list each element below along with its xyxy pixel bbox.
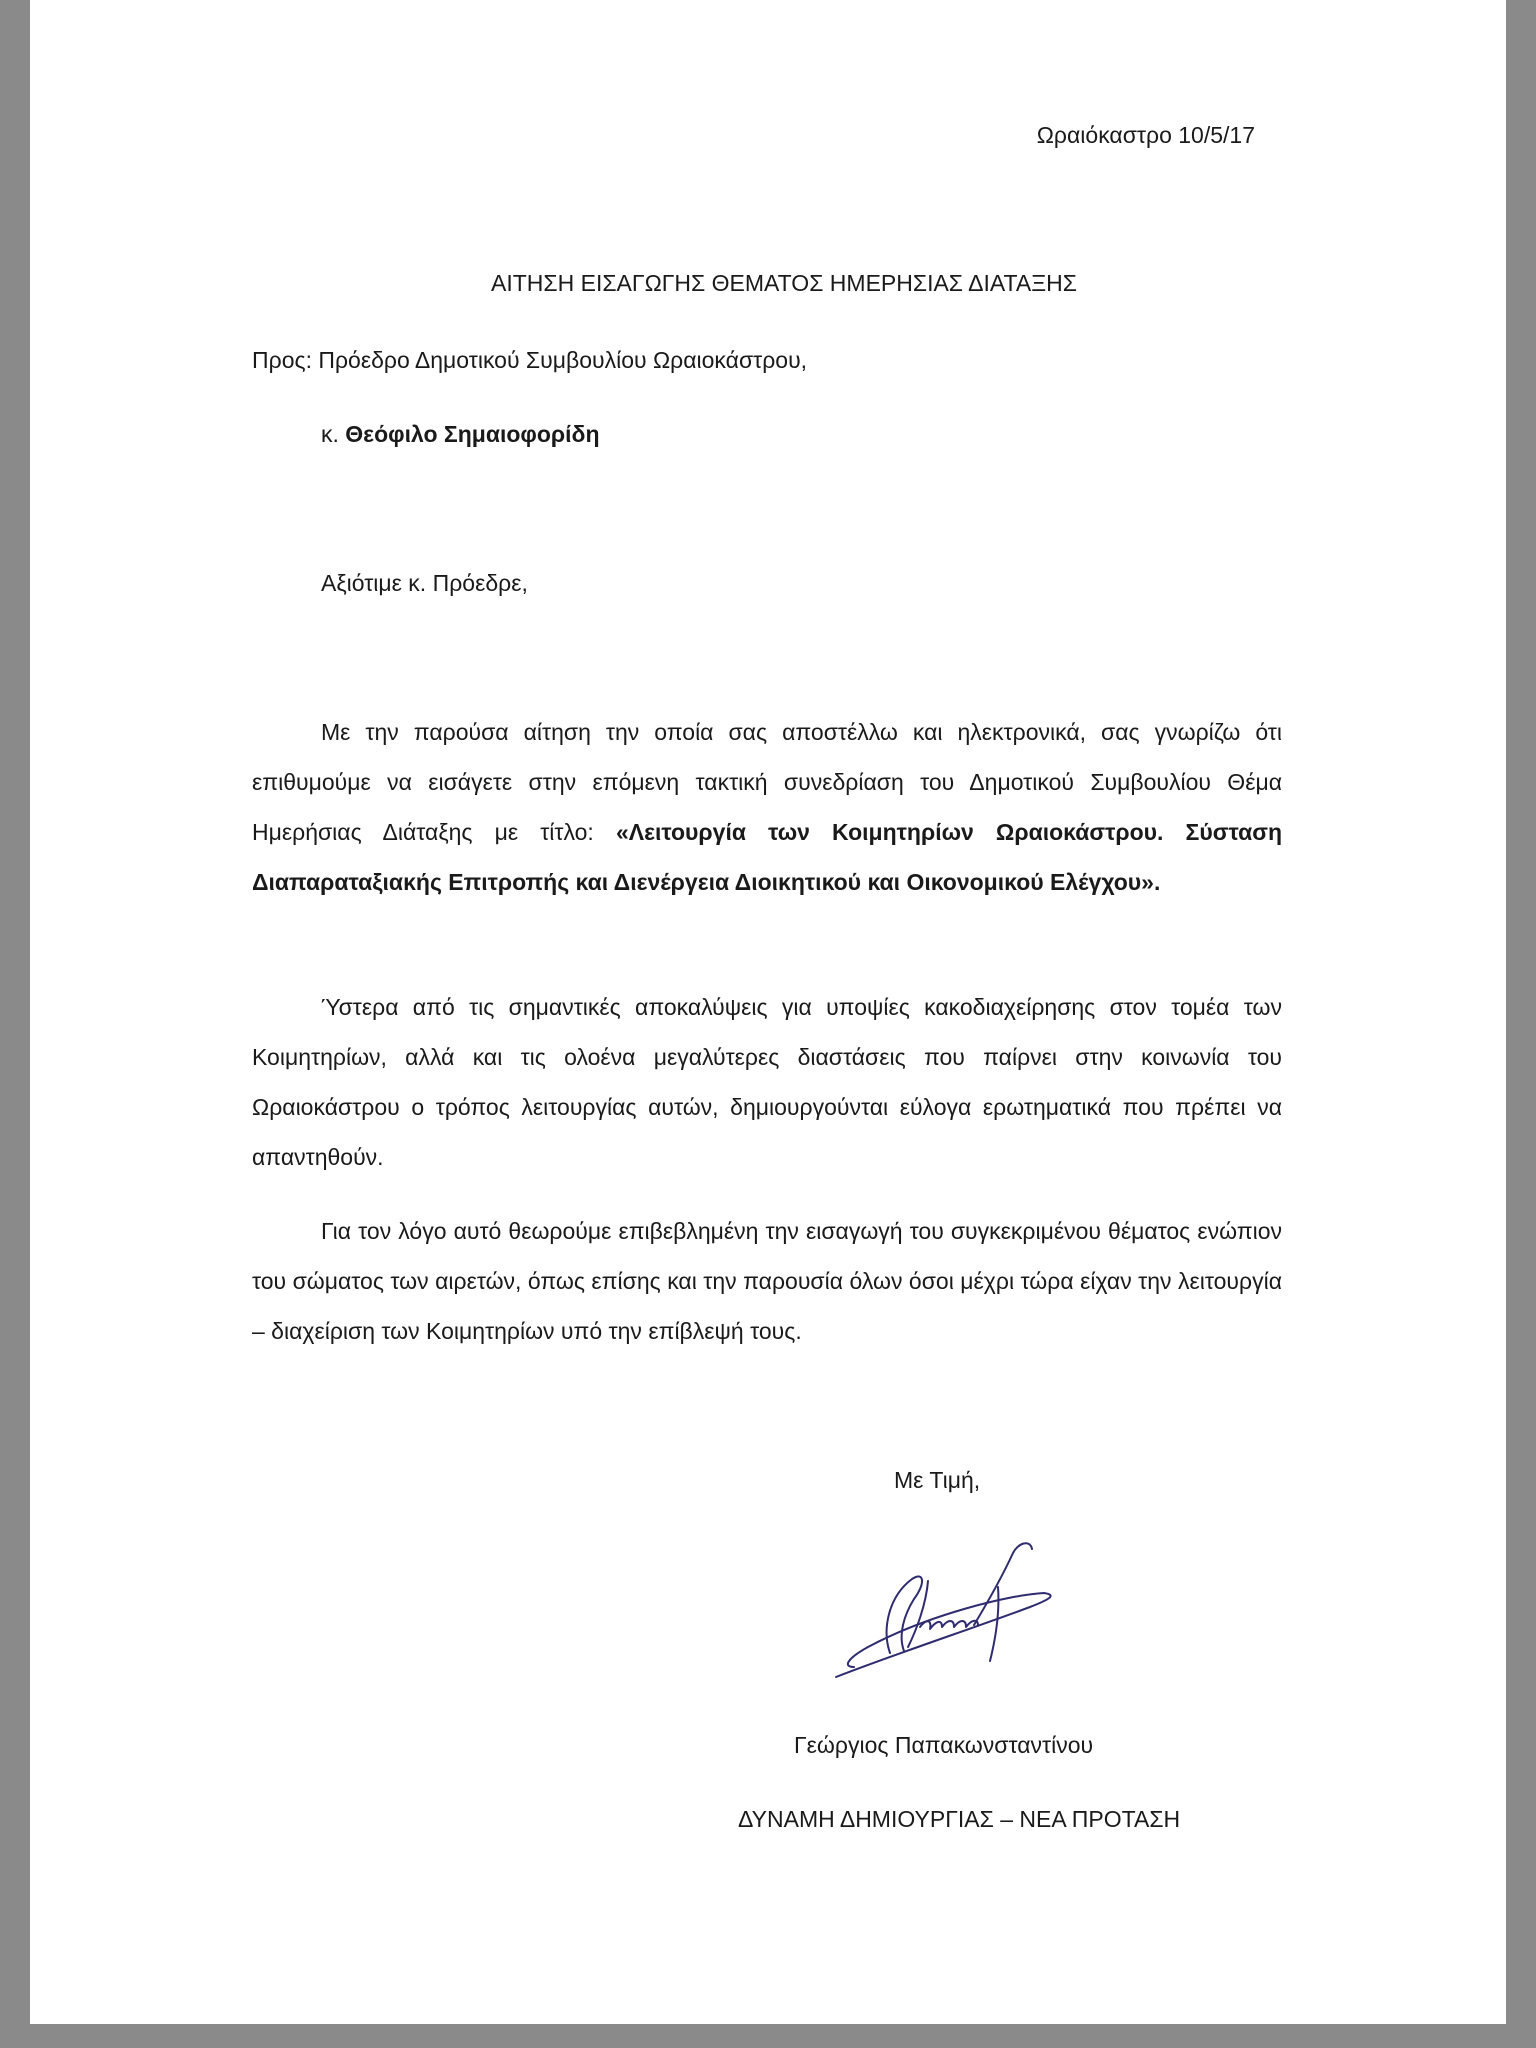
recipient-name: Θεόφιλο Σημαιοφορίδη — [345, 421, 600, 447]
recipient-name-line — [321, 420, 600, 448]
signer-name: Γεώργιος Παπακωνσταντίνου — [794, 1732, 1094, 1758]
paragraph-conclusion: Για τον λόγο αυτό θεωρούμε επιβεβλημένη την εισαγωγή του συγκεκριμένου θέματος ενώπιον του σώματος των αιρετών, όπως επίσης και την παρουσία όλων όσοι μέχρι τώρα είχαν την λειτουργία – διαχείριση των Κοιμητηρίων υπό την επίβλεψή τους. — [252, 1218, 1282, 1344]
paragraph-reason: Ύστερα από τις σημαντικές αποκαλύψεις για υποψίες κακοδιαχείρησης στον τομέα των Κοιμητηρίων, αλλά και τις ολοένα μεγαλύτερες διαστάσεις που παίρνει στην κοινωνία του Ωραιοκάστρου ο τρόπος λειτουργίας αυτών, δημιουργούνται εύλογα ερωτηματικά που πρέπει να απαντηθούν. — [252, 994, 1282, 1170]
document-title: ΑΙΤΗΣΗ ΕΙΣΑΓΩΓΗΣ ΘΕΜΑΤΟΣ ΗΜΕΡΗΣΙΑΣ ΔΙΑΤΑΞΗΣ — [491, 270, 1077, 296]
recipient-prefix: κ. — [321, 421, 346, 447]
signature-image — [808, 1535, 1108, 1690]
agenda-subject: «Λειτουργία των Κοιμητηρίων Ωραιοκάστρου. Σύσταση Διαπαραταξιακής Επιτροπής και Διενέργεια Διοικητικού και Οικονομικού Ελέγχου». — [252, 819, 1282, 895]
salutation: Αξιότιμε κ. Πρόεδρε, — [321, 570, 528, 596]
paragraph-request-text: Με την παρούσα αίτηση την οποία σας αποστέλλω και ηλεκτρονικά, σας γνωρίζω ότι επιθυμούμε να εισάγετε στην επόμενη τακτική συνεδρίαση του Δημοτικού Συμβουλίου Θέμα Ημερήσιας Διάταξης με τίτλο: — [252, 719, 1282, 845]
letter-page — [30, 0, 1506, 2024]
recipient-line: Προς: Πρόεδρο Δημοτικού Συμβουλίου Ωραιοκάστρου, — [252, 347, 808, 373]
paragraph-request — [252, 707, 1282, 907]
party-name: ΔΥΝΑΜΗ ΔΗΜΙΟΥΡΓΙΑΣ – ΝΕΑ ΠΡΟΤΑΣΗ — [738, 1806, 1181, 1832]
closing: Με Τιμή, — [894, 1467, 981, 1493]
date-line: Ωραιόκαστρο 10/5/17 — [1036, 122, 1255, 148]
